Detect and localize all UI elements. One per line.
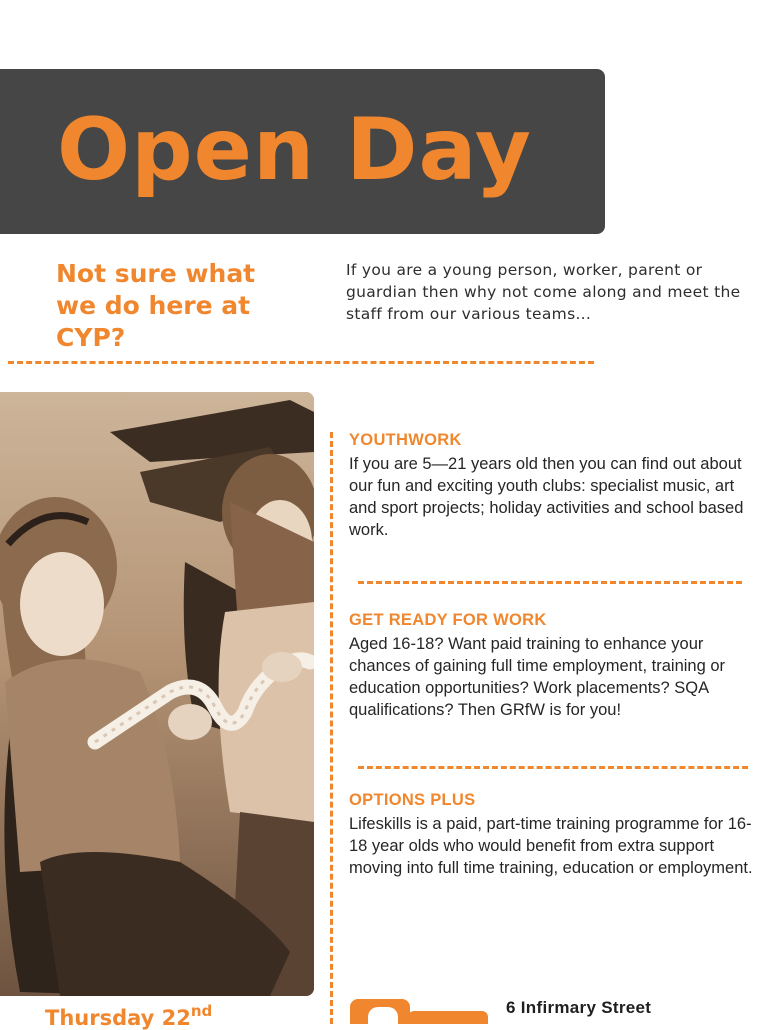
section-heading-get-ready-for-work: GET READY FOR WORK: [349, 611, 547, 629]
event-date-suffix: nd: [190, 1002, 213, 1020]
section-heading-youthwork: YOUTHWORK: [349, 431, 462, 449]
event-date: [45, 1002, 212, 1030]
section-body-options-plus: Lifeskills is a paid, part-time training programme for 16-18 year olds who would benefit from extra support moving into full time training, education or employment.: [349, 815, 753, 877]
page-title: Open Day: [57, 100, 532, 200]
section-body-youthwork: If you are 5—21 years old then you can find out about our fun and exciting youth clubs: specialist music, art and sport projects; holiday activities and school based work.: [349, 455, 744, 539]
section-divider-2: [358, 766, 748, 769]
section-body-get-ready-for-work: Aged 16-18? Want paid training to enhance your chances of gaining full time employment, training or education opportunities? Work placements? SQA qualifications? Then GRfW is for you!: [349, 635, 726, 719]
cyp-logo-icon: [350, 997, 490, 1024]
section-heading-options-plus: OPTIONS PLUS: [349, 791, 476, 809]
address: 6 Infirmary Street: [506, 998, 652, 1017]
event-date-day: Thursday 22: [45, 1006, 191, 1030]
section-divider-1: [358, 581, 742, 584]
children-with-snake-photo: [0, 392, 314, 996]
vertical-divider: [330, 432, 333, 1024]
intro-text: If you are a young person, worker, parent or guardian then why not come along and meet the staff from our various teams...: [346, 261, 741, 323]
intro-question: Not sure what we do here at CYP?: [56, 259, 256, 352]
top-divider: [8, 361, 594, 364]
